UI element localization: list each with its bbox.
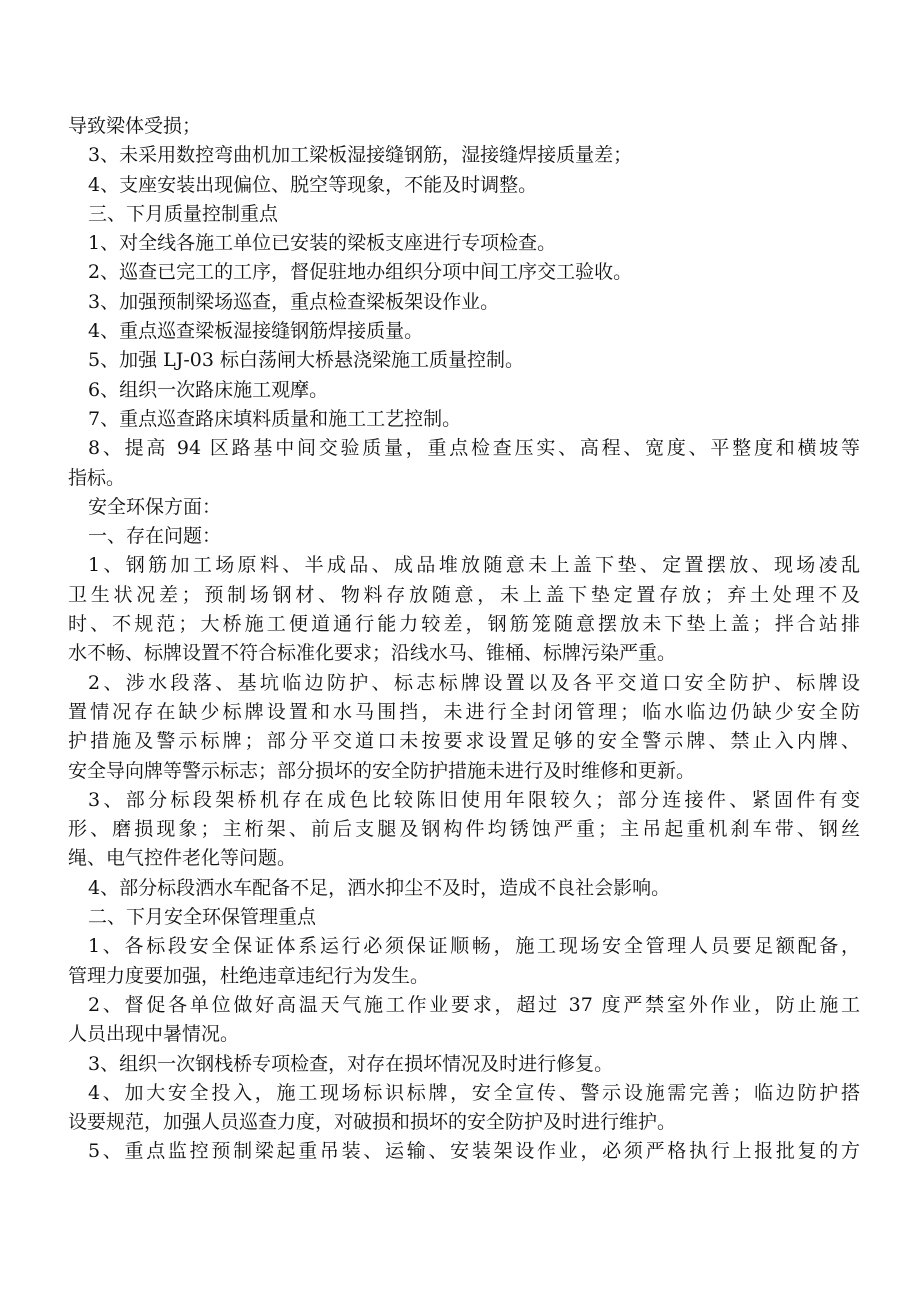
text-line: 5、重点监控预制梁起重吊装、运输、安装架设作业，必须严格执行上报批复的方 [88,1140,860,1163]
text-line: 水不畅、标牌设置不符合标准化要求；沿线水马、锥桶、标牌污染严重。 [68,642,677,665]
text-line: 形、磨损现象；主桁架、前后支腿及钢构件均锈蚀严重；主吊起重机刹车带、钢丝 [68,818,860,841]
text-line: 3、未采用数控弯曲机加工梁板湿接缝钢筋，湿接缝焊接质量差； [88,144,633,167]
text-line: 人员出现中暑情况。 [68,1023,240,1046]
text-line: 1、各标段安全保证体系运行必须保证顺畅，施工现场安全管理人员要足额配备， [88,935,860,958]
text-line: 4、重点巡查梁板湿接缝钢筋焊接质量。 [88,320,424,343]
text-line: 卫生状况差；预制场钢材、物料存放随意，未上盖下垫定置存放；弃土处理不及 [68,583,860,606]
text-line: 4、加大安全投入，施工现场标识标牌，安全宣传、警示设施需完善；临边防护搭 [88,1081,860,1104]
text-line: 8、提高 94 区路基中间交验质量，重点检查压实、高程、宽度、平整度和横坡等 [88,437,860,460]
text-line: 6、组织一次路床施工观摩。 [88,378,329,401]
text-line: 2、涉水段落、基坑临边防护、标志标牌设置以及各平交道口安全防护、标牌设 [88,671,860,694]
text-line: 设要规范，加强人员巡查力度，对破损和损坏的安全防护及时进行维护。 [68,1111,677,1134]
text-line: 绳、电气控件老化等问题。 [68,847,297,870]
text-line: 安全环保方面： [88,495,222,518]
text-line: 三、下月质量控制重点 [88,202,279,225]
text-line: 4、部分标段洒水车配备不足，洒水抑尘不及时，造成不良社会影响。 [88,876,671,899]
text-line: 指标。 [68,466,126,489]
text-line: 时、不规范；大桥施工便道通行能力较差，钢筋笼随意摆放未下垫上盖；拌合站排 [68,613,860,636]
text-line: 7、重点巡查路床填料质量和施工工艺控制。 [88,407,462,430]
text-line: 一、存在问题： [88,525,222,548]
text-line: 置情况存在缺少标牌设置和水马围挡，未进行全封闭管理；临水临边仍缺少安全防 [68,700,860,723]
document-page [68,112,860,1167]
text-line: 4、支座安装出现偏位、脱空等现象，不能及时调整。 [88,173,538,196]
text-line: 护措施及警示标牌；部分平交道口未按要求设置足够的安全警示牌、禁止入内牌、 [68,730,860,753]
text-line: 1、对全线各施工单位已安装的梁板支座进行专项检查。 [88,232,557,255]
text-line: 二、下月安全环保管理重点 [88,906,317,929]
text-line: 导致梁体受损； [68,115,202,137]
text-line: 2、督促各单位做好高温天气施工作业要求，超过 37 度严禁室外作业，防止施工 [88,993,860,1016]
text-line: 安全导向牌等警示标志；部分损坏的安全防护措施未进行及时维修和更新。 [68,759,696,782]
text-line: 5、加强 LJ-03 标白荡闸大桥悬浇梁施工质量控制。 [88,349,524,372]
text-line: 3、加强预制梁场巡查，重点检查梁板架设作业。 [88,290,500,313]
text-line: 2、巡查已完工的工序，督促驻地办组织分项中间工序交工验收。 [88,261,633,284]
text-line: 管理力度要加强，杜绝违章违纪行为发生。 [68,964,430,987]
text-line: 3、部分标段架桥机存在成色比较陈旧使用年限较久；部分连接件、紧固件有变 [88,788,860,811]
text-line: 3、组织一次钢栈桥专项检查，对存在损坏情况及时进行修复。 [88,1052,614,1075]
text-line: 1、钢筋加工场原料、半成品、成品堆放随意未上盖下垫、定置摆放、现场凌乱 [88,554,860,577]
